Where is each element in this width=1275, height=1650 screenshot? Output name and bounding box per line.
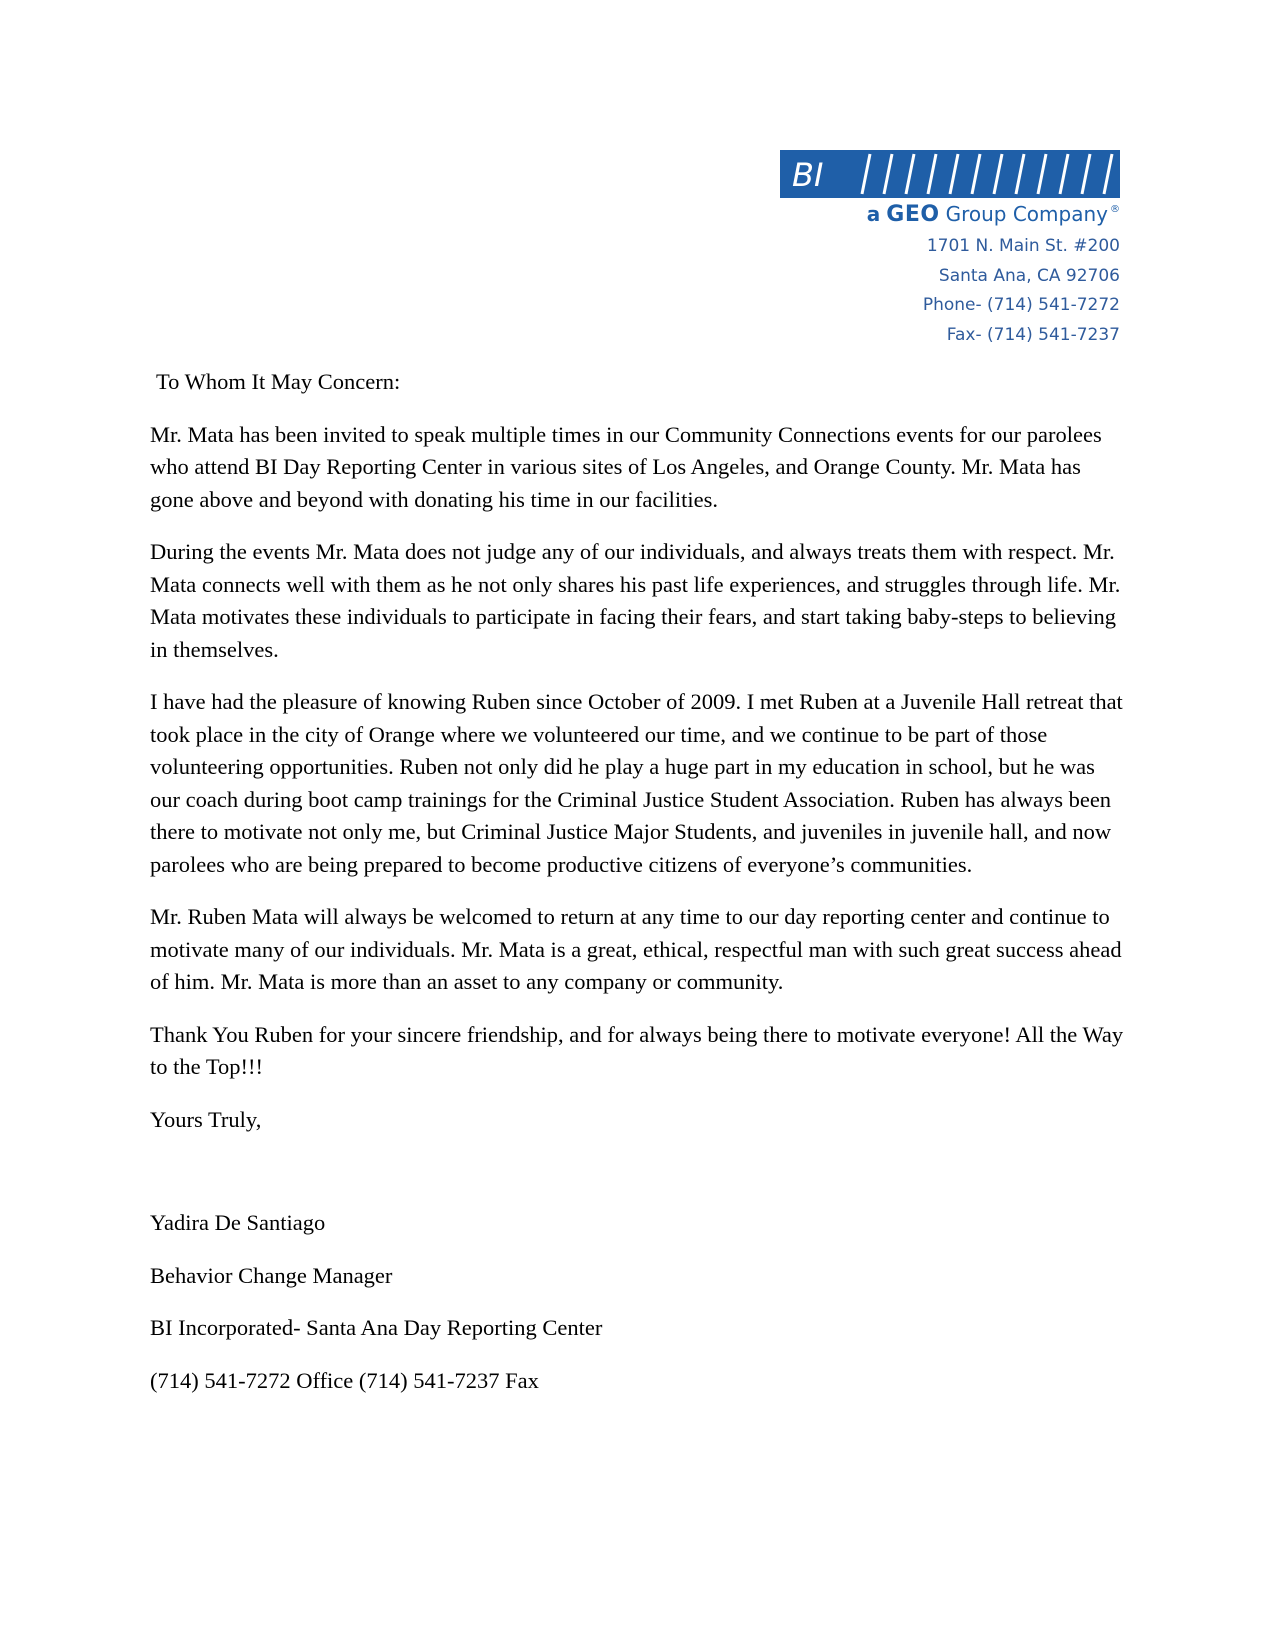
bi-logo — [780, 150, 1120, 198]
signer-organization: BI Incorporated- Santa Ana Day Reporting Center — [150, 1315, 603, 1340]
paragraph-thanks: Thank You Ruben for your sincere friendship, and for always being there to motivate everyone! All the Way to the Top!!! — [150, 1021, 1124, 1079]
signer-title: Behavior Change Manager — [150, 1262, 393, 1288]
signer-name: Yadira De Santiago — [150, 1210, 326, 1235]
closing: Yours Truly, — [150, 1106, 262, 1132]
tagline-company: Group Company — [945, 202, 1108, 226]
bi-logo-text: BI — [792, 156, 824, 194]
paragraph-welcome: Mr. Ruben Mata will always be welcomed to return at any time to our day reporting center and continue to motivate many of our individuals. Mr. Mata is a great, ethical, respectful man with such great success ahead of him. Mr. Mata is more than an asset to any company or community. — [150, 904, 1122, 994]
signer-contact: (714) 541-7272 Office (714) 541-7237 Fax — [150, 1367, 539, 1393]
tagline-a: a — [866, 202, 881, 226]
company-address — [923, 232, 1120, 350]
paragraph-events: During the events Mr. Mata does not judge any of our individuals, and always treats them with respect. Mr. Mata connects well with them as he not only shares his past life experiences, and struggles through life. Mr. Mata motivates these individuals to participate in facing their fears, and start taking baby-steps to believing in themselves. — [150, 539, 1121, 662]
address-fax: Fax- (714) 541-7237 — [946, 324, 1120, 345]
address-city: Santa Ana, CA 92706 — [938, 265, 1120, 286]
address-phone: Phone- (714) 541-7272 — [922, 295, 1120, 315]
address-street: 1701 N. Main St. #200 — [926, 236, 1120, 256]
logo-tagline — [867, 202, 1120, 230]
geo-logo-text: GEO — [886, 202, 940, 227]
paragraph-history: I have had the pleasure of knowing Ruben since October of 2009. I met Ruben at a Juvenile Hall retreat that took place in the city of Orange where we volunteered our time, and we continue to be part of those volunteering opportunities. Ruben not only did he play a huge part in my education in school, but he was our coach during boot camp trainings for the Criminal Justice Student Association. Ruben has always been there to motivate not only me, but Criminal Justice Major Students, and juveniles in juvenile hall, and now parolees who are being prepared to become productive citizens of everyone’s communities. — [150, 689, 1123, 877]
salutation: To Whom It May Concern: — [156, 369, 401, 394]
registered-mark: ® — [1110, 204, 1120, 215]
paragraph-invitation: Mr. Mata has been invited to speak multiple times in our Community Connections events for our parolees who attend BI Day Reporting Center in various sites of Los Angeles, and Orange County. Mr. Mata has gone above and beyond with donating his time in our facilities. — [150, 421, 1102, 512]
letter-body — [150, 366, 1125, 1397]
